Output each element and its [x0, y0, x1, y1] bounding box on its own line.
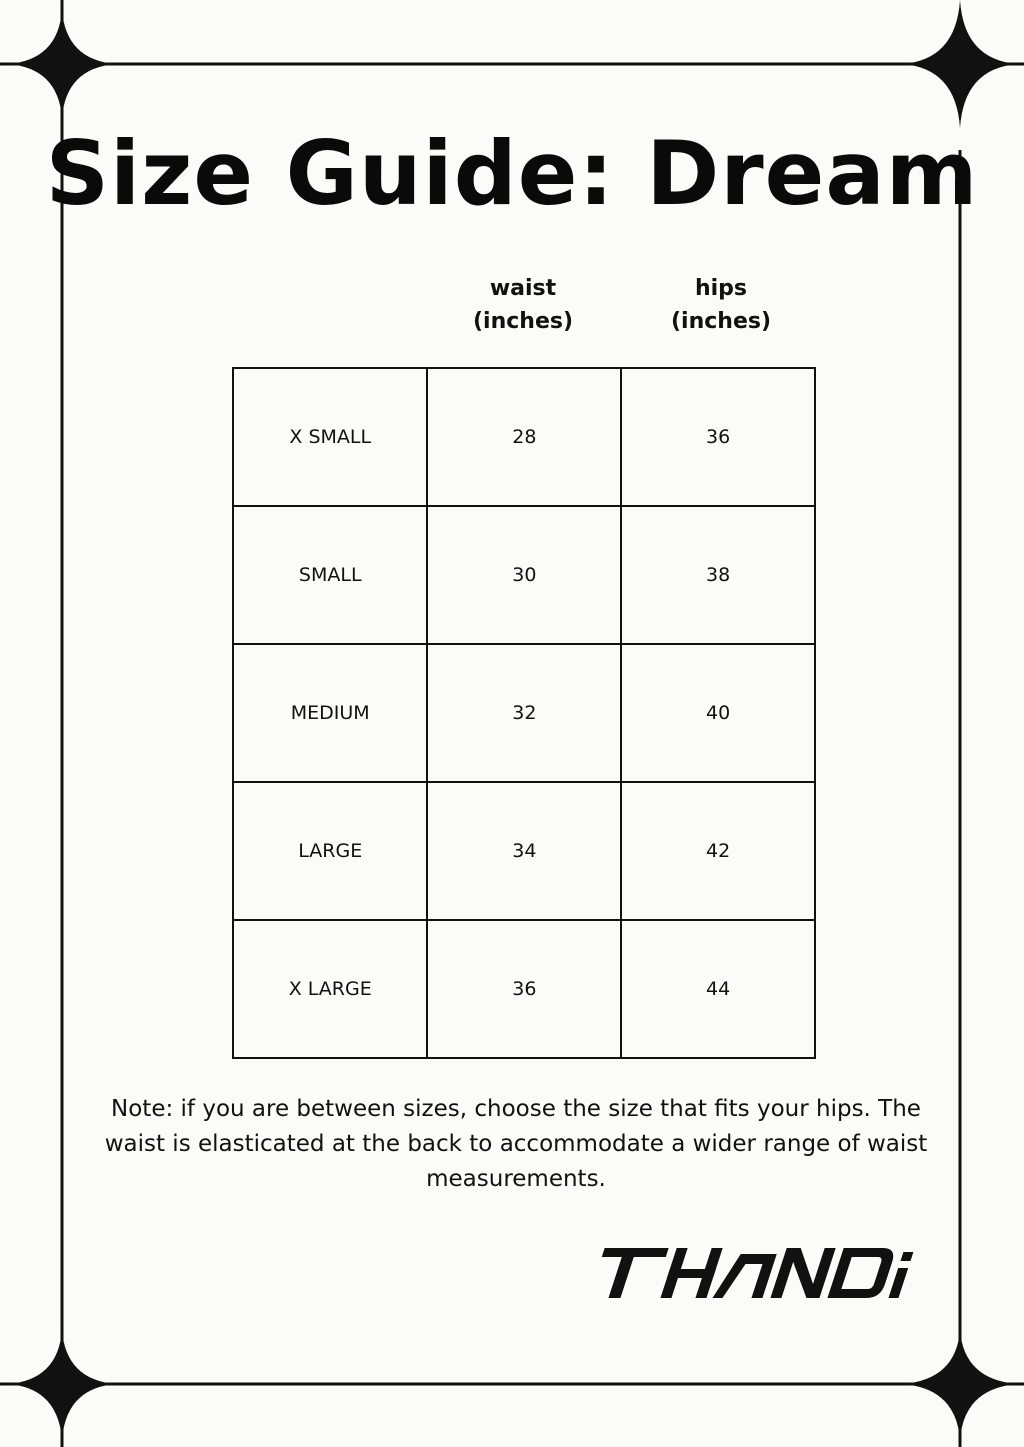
hips-cell: 44: [621, 920, 815, 1058]
waist-cell: 34: [427, 782, 621, 920]
table-row: [233, 506, 815, 644]
column-header-unit: (inches): [472, 309, 574, 334]
star-icon: [902, 1330, 1018, 1440]
column-header-label: hips: [694, 276, 748, 301]
size-cell: X SMALL: [233, 368, 427, 506]
column-header-waist: [423, 272, 623, 338]
brand-logo: [584, 1244, 920, 1304]
size-cell: SMALL: [233, 506, 427, 644]
table-row: [233, 920, 815, 1058]
waist-cell: 36: [427, 920, 621, 1058]
table-row: [233, 368, 815, 506]
hips-cell: 42: [621, 782, 815, 920]
waist-cell: 28: [427, 368, 621, 506]
waist-cell: 30: [427, 506, 621, 644]
table-row: [233, 782, 815, 920]
sizing-note: Note: if you are between sizes, choose the size that fits your hips. The waist is elasticated at the back to accommodate a wider range of waist measurements.: [104, 1096, 928, 1192]
column-header-hips: [621, 272, 821, 338]
star-icon: [8, 1330, 116, 1440]
column-header-unit: (inches): [670, 309, 772, 334]
star-icon: [8, 10, 116, 118]
hips-cell: 40: [621, 644, 815, 782]
star-icon: [902, 0, 1018, 128]
hips-cell: 38: [621, 506, 815, 644]
hips-cell: 36: [621, 368, 815, 506]
table-row: [233, 644, 815, 782]
size-cell: LARGE: [233, 782, 427, 920]
column-header-label: waist: [489, 276, 557, 301]
page-title: Size Guide: Dream: [45, 122, 979, 225]
size-table: [232, 367, 816, 1059]
waist-cell: 32: [427, 644, 621, 782]
size-cell: X LARGE: [233, 920, 427, 1058]
size-cell: MEDIUM: [233, 644, 427, 782]
